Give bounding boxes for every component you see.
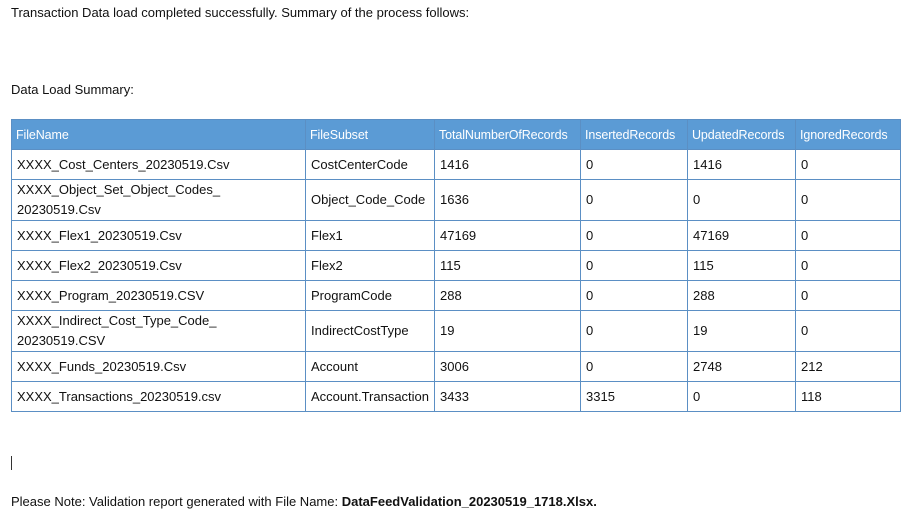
cell-filename: XXXX_Cost_Centers_20230519.Csv bbox=[12, 150, 306, 180]
table-row bbox=[12, 382, 901, 412]
validation-note-prefix: Please Note: Validation report generated with File Name: bbox=[11, 494, 342, 509]
cell-ignored-records: 0 bbox=[796, 251, 901, 281]
cell-filesubset: Account.Transaction bbox=[306, 382, 435, 412]
cell-inserted-records: 0 bbox=[581, 352, 688, 382]
cell-total-records: 47169 bbox=[435, 221, 581, 251]
cell-filesubset: ProgramCode bbox=[306, 281, 435, 311]
table-row bbox=[12, 352, 901, 382]
table-row bbox=[12, 251, 901, 281]
cell-updated-records: 115 bbox=[688, 251, 796, 281]
column-header-total-records: TotalNumberOfRecords bbox=[435, 120, 581, 150]
cell-total-records: 19 bbox=[435, 311, 581, 352]
cell-total-records: 288 bbox=[435, 281, 581, 311]
table-row bbox=[12, 180, 901, 221]
cell-filesubset: IndirectCostType bbox=[306, 311, 435, 352]
column-header-filesubset: FileSubset bbox=[306, 120, 435, 150]
cell-total-records: 115 bbox=[435, 251, 581, 281]
table-row bbox=[12, 221, 901, 251]
cell-inserted-records: 3315 bbox=[581, 382, 688, 412]
validation-report-filename: DataFeedValidation_20230519_1718.Xlsx. bbox=[341, 494, 597, 509]
cell-updated-records: 0 bbox=[688, 180, 796, 221]
cell-inserted-records: 0 bbox=[581, 311, 688, 352]
cell-filename: XXXX_Funds_20230519.Csv bbox=[12, 352, 306, 382]
table-row bbox=[12, 281, 901, 311]
cell-filesubset: CostCenterCode bbox=[306, 150, 435, 180]
data-load-summary-table bbox=[11, 119, 901, 412]
column-header-inserted-records: InsertedRecords bbox=[581, 120, 688, 150]
cell-inserted-records: 0 bbox=[581, 180, 688, 221]
cell-filesubset: Flex1 bbox=[306, 221, 435, 251]
cell-filename: XXXX_Program_20230519.CSV bbox=[12, 281, 306, 311]
cell-total-records: 1636 bbox=[435, 180, 581, 221]
cell-inserted-records: 0 bbox=[581, 281, 688, 311]
cell-filename: XXXX_Indirect_Cost_Type_Code_ 20230519.CSV bbox=[12, 311, 306, 352]
validation-note bbox=[11, 494, 597, 509]
column-header-ignored-records: IgnoredRecords bbox=[796, 120, 901, 150]
cell-total-records: 3006 bbox=[435, 352, 581, 382]
cell-filesubset: Account bbox=[306, 352, 435, 382]
cell-updated-records: 0 bbox=[688, 382, 796, 412]
cell-filesubset: Flex2 bbox=[306, 251, 435, 281]
cell-ignored-records: 212 bbox=[796, 352, 901, 382]
cell-ignored-records: 0 bbox=[796, 150, 901, 180]
cell-updated-records: 19 bbox=[688, 311, 796, 352]
cell-inserted-records: 0 bbox=[581, 150, 688, 180]
cell-total-records: 1416 bbox=[435, 150, 581, 180]
intro-message: Transaction Data load completed successfully. Summary of the process follows: bbox=[11, 5, 470, 20]
cell-updated-records: 47169 bbox=[688, 221, 796, 251]
cell-ignored-records: 0 bbox=[796, 180, 901, 221]
table-row bbox=[12, 150, 901, 180]
summary-heading: Data Load Summary: bbox=[11, 82, 134, 97]
cell-filename: XXXX_Flex2_20230519.Csv bbox=[12, 251, 306, 281]
cell-filename: XXXX_Flex1_20230519.Csv bbox=[12, 221, 306, 251]
cell-total-records: 3433 bbox=[435, 382, 581, 412]
cell-filesubset: Object_Code_Code bbox=[306, 180, 435, 221]
cell-ignored-records: 0 bbox=[796, 281, 901, 311]
table-row bbox=[12, 311, 901, 352]
cell-ignored-records: 0 bbox=[796, 311, 901, 352]
cell-ignored-records: 118 bbox=[796, 382, 901, 412]
column-header-updated-records: UpdatedRecords bbox=[688, 120, 796, 150]
cell-ignored-records: 0 bbox=[796, 221, 901, 251]
cell-updated-records: 288 bbox=[688, 281, 796, 311]
cell-updated-records: 1416 bbox=[688, 150, 796, 180]
table-header-row bbox=[12, 120, 901, 150]
column-header-filename: FileName bbox=[12, 120, 306, 150]
text-cursor[interactable] bbox=[11, 456, 12, 470]
cell-inserted-records: 0 bbox=[581, 221, 688, 251]
cell-filename: XXXX_Transactions_20230519.csv bbox=[12, 382, 306, 412]
cell-filename: XXXX_Object_Set_Object_Codes_ 20230519.Csv bbox=[12, 180, 306, 221]
cell-inserted-records: 0 bbox=[581, 251, 688, 281]
cell-updated-records: 2748 bbox=[688, 352, 796, 382]
